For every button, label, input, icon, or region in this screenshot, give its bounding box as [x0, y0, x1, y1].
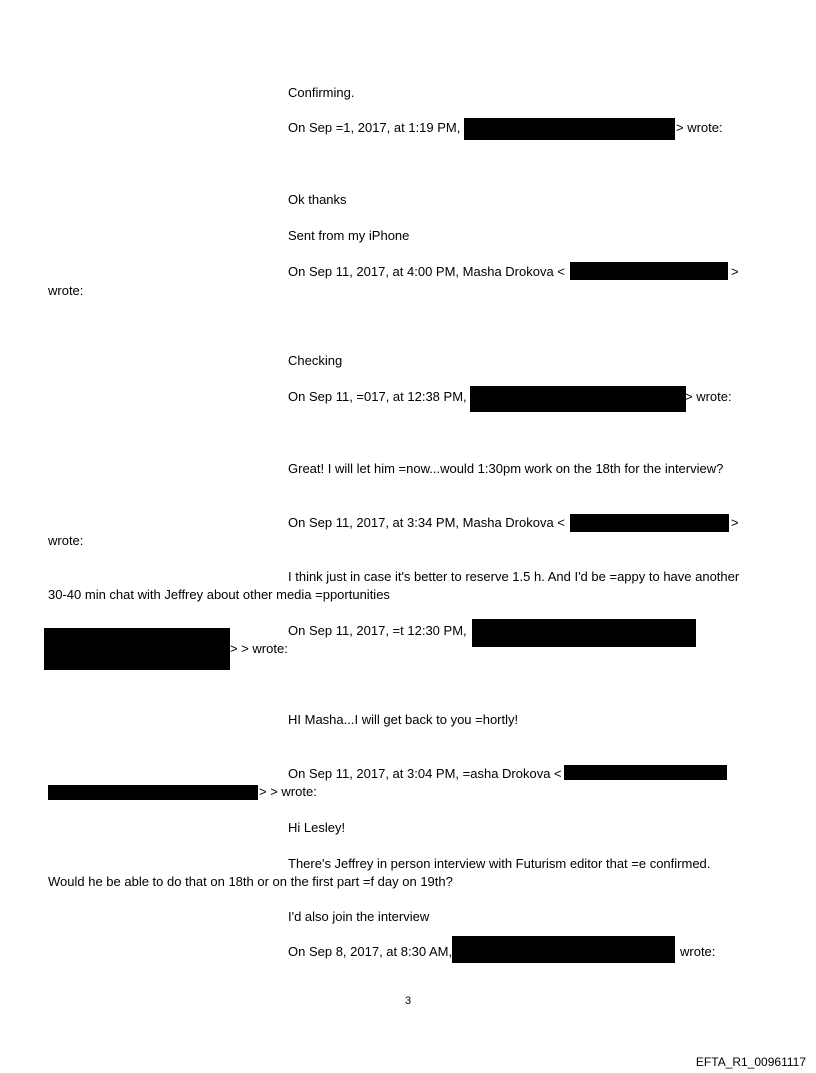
message-line: HI Masha...I will get back to you =hortly!: [288, 712, 519, 727]
reply-header-line: On Sep 8, 2017, at 8:30 AM,: [288, 944, 453, 959]
reply-header-line: On Sep 11, 2017, =t 12:30 PM,: [288, 623, 467, 638]
signature-line: Sent from my iPhone: [288, 228, 410, 243]
message-line: Great! I will let him =now...would 1:30pm work on the 18th for the interview?: [288, 461, 724, 476]
message-line: Confirming.: [288, 85, 355, 100]
message-line: I think just in case it's better to reserve 1.5 h. And I'd be =appy to have another: [288, 569, 740, 584]
message-line: Ok thanks: [288, 192, 347, 207]
header-text: > > wrote:: [259, 784, 317, 799]
reply-header-line: [288, 120, 460, 136]
header-text: wrote:: [680, 944, 716, 959]
redaction-bar: [570, 514, 729, 532]
reply-header-line: On Sep 11, =017, at 12:38 PM,: [288, 389, 467, 404]
reply-header-line: On Sep 11, 2017, at 3:04 PM, =asha Drokova <: [288, 766, 562, 781]
redaction-bar: [48, 785, 258, 800]
message-line: I'd also join the interview: [288, 909, 430, 924]
redaction-bar: [570, 262, 728, 280]
message-line: Checking: [288, 353, 343, 368]
reply-header-line: On Sep 11, 2017, at 4:00 PM, Masha Drokova <: [288, 264, 565, 279]
redaction-bar: [470, 386, 686, 412]
message-line: There's Jeffrey in person interview with Futurism editor that =e confirmed.: [288, 856, 711, 871]
redaction-bar: [464, 118, 675, 140]
message-line: 30-40 min chat with Jeffrey about other media =pportunities: [48, 587, 390, 602]
header-text: >: [731, 515, 739, 530]
header-text: > wrote:: [685, 389, 732, 404]
header-text: On Sep =1, 2017, at 1:19 PM,: [288, 120, 461, 135]
message-line: Would he be able to do that on 18th or on the first part =f day on 19th?: [48, 874, 453, 889]
message-line: Hi Lesley!: [288, 820, 346, 835]
header-text: > > wrote:: [230, 641, 288, 656]
header-text: > wrote:: [676, 120, 723, 135]
redaction-bar: [564, 765, 727, 780]
redaction-bar: [44, 628, 230, 670]
redaction-bar: [452, 936, 675, 963]
header-text: wrote:: [48, 283, 84, 298]
header-text: wrote:: [48, 533, 84, 548]
bates-number: EFTA_R1_00961117: [695, 1055, 806, 1069]
redaction-bar: [472, 619, 696, 647]
header-text: >: [731, 264, 739, 279]
reply-header-line: On Sep 11, 2017, at 3:34 PM, Masha Drokova <: [288, 515, 565, 530]
page-number: 3: [404, 995, 412, 1007]
